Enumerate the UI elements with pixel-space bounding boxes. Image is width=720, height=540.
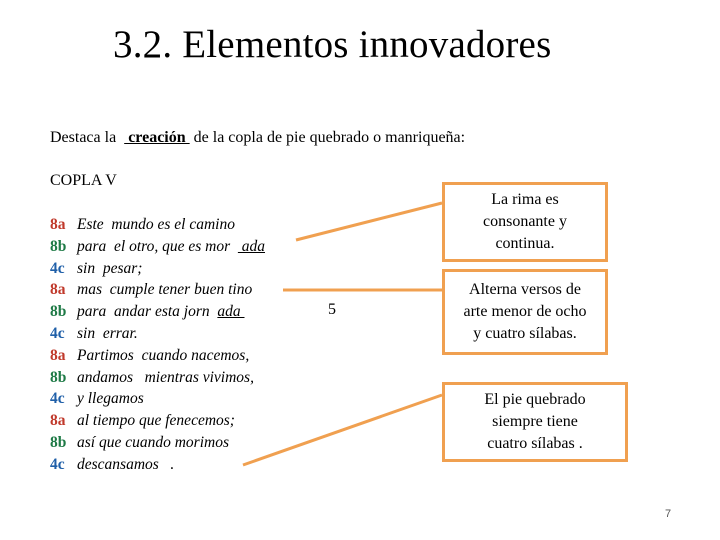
verse-rhyme-underline: ada (237, 237, 265, 255)
slide-title: 3.2. Elementos innovadores (113, 23, 552, 66)
verse-line (50, 345, 265, 367)
page-number: 7 (665, 508, 672, 520)
verse-meter: 8a (50, 346, 66, 364)
verse-meter: 4c (50, 390, 65, 408)
connector-line-broken-foot (243, 395, 442, 465)
verse-line (50, 432, 265, 454)
verse-meter: 4c (50, 324, 65, 342)
verse-line (50, 236, 265, 258)
verse-line (50, 301, 265, 323)
verse-line (50, 323, 265, 345)
verse-line (50, 454, 265, 476)
verse-meter: 8a (50, 412, 66, 430)
intro-highlight-word: creación (124, 129, 190, 146)
verse-meter: 8a (50, 216, 66, 233)
verse-line (50, 214, 265, 236)
verse-meter: 4c (50, 259, 65, 277)
verse-text: sin errar. (77, 324, 138, 342)
verse-text: para andar esta jorn ada (77, 303, 245, 321)
verse-text: así que cuando morimos (77, 433, 229, 451)
verse-text: descansamos . (77, 455, 175, 473)
note-broken-foot: El pie quebrado siempre tiene cuatro sílabas . (442, 382, 628, 462)
verse-rhyme-underline: ada (217, 303, 245, 321)
verse-text: Partimos cuando nacemos, (77, 346, 250, 364)
verse-line (50, 367, 265, 389)
verse-text: mas cumple tener buen tino (77, 281, 253, 299)
intro-before: Destaca la (50, 129, 125, 146)
verse-list (50, 214, 265, 476)
verse-line (50, 258, 265, 280)
verse-text: sin pesar; (77, 259, 143, 277)
verse-text: al tiempo que fenecemos; (77, 412, 235, 430)
verse-meter: 4c (50, 455, 65, 473)
note-alternation: Alterna versos de arte menor de ocho y cuatro sílabas. (442, 269, 608, 355)
intro-after: de la copla de pie quebrado o manriqueña: (189, 129, 466, 146)
verse-line (50, 388, 265, 410)
syllable-count-label: 5 (328, 301, 336, 318)
note-rhyme: La rima es consonante y continua. (442, 182, 608, 262)
verse-meter: 8b (50, 303, 67, 321)
verse-line (50, 279, 265, 301)
verse-meter: 8a (50, 281, 66, 299)
verse-meter: 8b (50, 237, 67, 255)
verse-text: andamos mientras vivimos, (77, 368, 254, 386)
verse-text: para el otro, que es mor ada (77, 237, 265, 255)
verse-text: y llegamos (77, 390, 144, 408)
connector-line-rhyme (296, 203, 442, 240)
verse-meter: 8b (50, 433, 67, 451)
copla-heading: COPLA V (50, 172, 117, 189)
intro-text (50, 128, 465, 148)
verse-text: Este mundo es el camino (77, 216, 235, 233)
verse-meter: 8b (50, 368, 67, 386)
verse-line (50, 410, 265, 432)
